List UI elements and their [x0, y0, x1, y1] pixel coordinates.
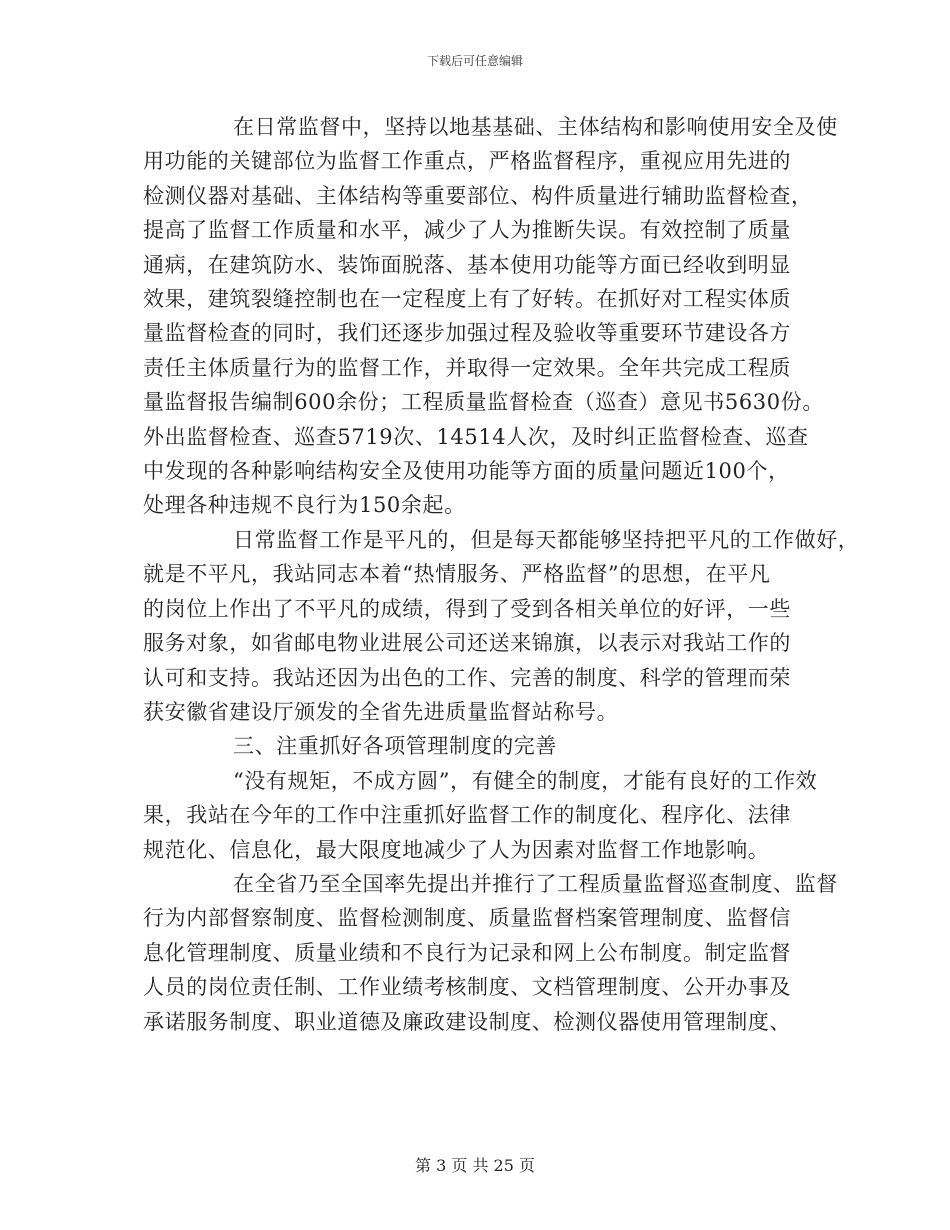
text-line: 服务对象，如省邮电物业进展公司还送来锦旗，以表示对我站工作的	[143, 631, 791, 656]
text-line: 检测仪器对基础、主体结构等重要部位、构件质量进行辅助监督检查，	[143, 183, 813, 208]
text-line: 日常监督工作是平凡的，但是每天都能够坚持把平凡的工作做好，	[233, 527, 860, 552]
paragraph	[143, 110, 838, 523]
text-line: 人员的岗位责任制、工作业绩考核制度、文档管理制度、公开办事及	[143, 975, 791, 1000]
text-line: 责任主体质量行为的监督工作，并取得一定效果。全年共完成工程质	[143, 355, 791, 380]
footer-total-pages: 25	[493, 1156, 514, 1175]
footer-prefix: 第	[414, 1156, 431, 1175]
paragraph	[143, 764, 823, 867]
text-line: 规范化、信息化，最大限度地减少了人为因素对监督工作地影响。	[143, 837, 770, 862]
text-line: 在日常监督中，坚持以地基基础、主体结构和影响使用安全及使	[233, 115, 838, 139]
text-line: 的岗位上作出了不平凡的成绩，得到了受到各相关单位的好评，一些	[143, 596, 791, 621]
text-line: 提高了监督工作质量和水平，减少了人为推断失误。有效控制了质量	[143, 218, 791, 243]
document-body	[143, 110, 860, 1039]
text-line: 三、注重抓好各项管理制度的完善	[233, 734, 557, 759]
header-text: 下载后可任意编辑	[426, 54, 523, 68]
section-heading	[143, 729, 823, 763]
text-line: 通病，在建筑防水、装饰面脱落、基本使用功能等方面已经收到明显	[143, 252, 791, 277]
footer-middle: 页 共	[451, 1156, 489, 1175]
text-line: 中发现的各种影响结构安全及使用功能等方面的质量问题近100个，	[143, 459, 790, 484]
text-line: 外出监督检查、巡查5719次、14514人次，及时纠正监督检查、巡查	[143, 424, 809, 449]
text-line: 量监督检查的同时，我们还逐步加强过程及验收等重要环节建设各方	[143, 321, 791, 346]
text-line: 息化管理制度、质量业绩和不良行为记录和网上公布制度。制定监督	[143, 940, 791, 965]
text-line: 果，我站在今年的工作中注重抓好监督工作的制度化、程序化、法律	[143, 803, 791, 828]
page-footer	[0, 1156, 950, 1176]
paragraph	[143, 867, 838, 1039]
text-line: 用功能的关键部位为监督工作重点，严格监督程序，重视应用先进的	[143, 149, 791, 174]
text-line: 处理各种违规不良行为150余起。	[143, 493, 466, 518]
text-line: 就是不平凡，我站同志本着“热情服务、严格监督”的思想，在平凡	[143, 562, 771, 587]
text-line: 认可和支持。我站还因为出色的工作、完善的制度、科学的管理而荣	[143, 665, 791, 690]
text-line: 获安徽省建设厅颁发的全省先进质量监督站称号。	[143, 699, 619, 724]
text-line: 行为内部督察制度、监督检测制度、质量监督档案管理制度、监督信	[143, 906, 791, 931]
text-line: 效果，建筑裂缝控制也在一定程度上有了好转。在抓好对工程实体质	[143, 287, 791, 312]
text-line: 在全省乃至全国率先提出并推行了工程质量监督巡查制度、监督	[233, 871, 838, 896]
paragraph	[143, 523, 860, 729]
page-header	[0, 54, 950, 68]
text-line: 承诺服务制度、职业道德及廉政建设制度、检测仪器使用管理制度、	[143, 1009, 791, 1034]
footer-suffix: 页	[519, 1156, 536, 1175]
text-line: 量监督报告编制600余份；工程质量监督检查（巡查）意见书5630份。	[143, 390, 824, 415]
text-line: “没有规矩，不成方圆”，有健全的制度，才能有良好的工作效	[233, 768, 818, 793]
footer-page-number: 3	[436, 1156, 447, 1175]
